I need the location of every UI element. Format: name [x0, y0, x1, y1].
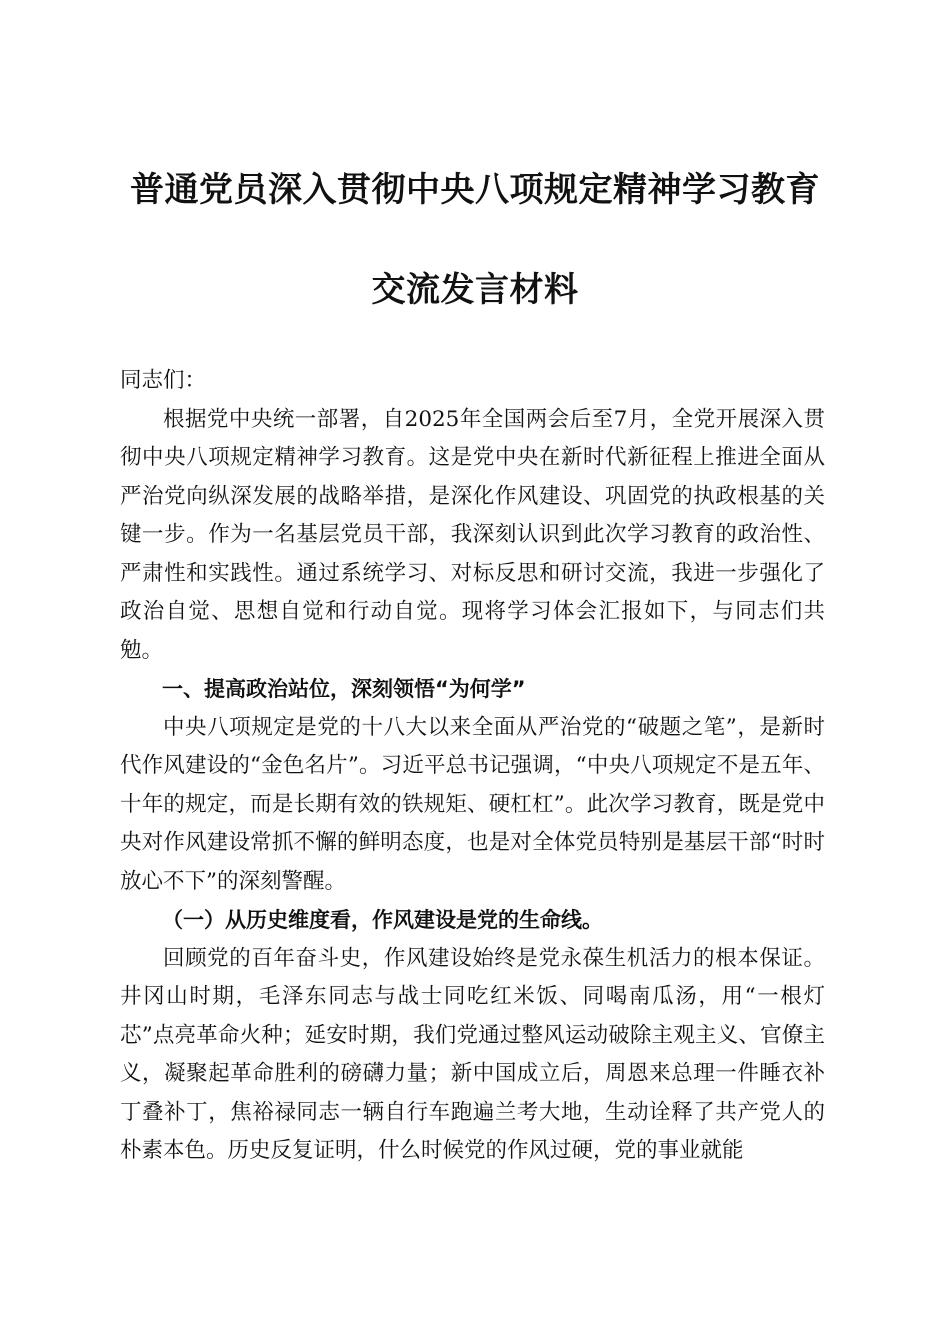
document-title-line-2: 交流发言材料 — [371, 270, 579, 310]
section-1-paragraph: 中央八项规定是党的十八大以来全面从严治党的“破题之笔”，是新时代作风建设的“金色名片”。习近平总书记强调，“中央八项规定不是五年、十年的规定，而是长期有效的铁规矩、硬杠杠”。此次学习教育，既是党中央对作风建设常抓不懈的鲜明态度，也是对全体党员特别是基层干部“时时放心不下”的深刻警醒。 — [120, 714, 825, 894]
document-body — [120, 362, 825, 1171]
salutation: 同志们： — [120, 368, 207, 393]
intro-paragraph: 根据党中央统一部署，自2025年全国两会后至7月，全党开展深入贯彻中央八项规定精神学习教育。这是党中央在新时代新征程上推进全面从严治党向纵深发展的战略举措，是深化作风建设、巩固党的执政根基的关键一步。作为一名基层党员干部，我深刻认识到此次学习教育的政治性、严肃性和实践性。通过系统学习、对标反思和研讨交流，我进一步强化了政治自觉、思想自觉和行动自觉。现将学习体会汇报如下，与同志们共勉。 — [120, 406, 825, 663]
document-title-line-1: 普通党员深入贯彻中央八项规定精神学习教育 — [130, 170, 820, 210]
subsection-heading-1: （一）从历史维度看，作风建设是党的生命线。 — [162, 908, 603, 932]
subsection-1-paragraph: 回顾党的百年奋斗史，作风建设始终是党永葆生机活力的根本保证。井冈山时期，毛泽东同志与战士同吃红米饭、同喝南瓜汤，用“一根灯芯”点亮革命火种；延安时期，我们党通过整风运动破除主观主义、官僚主义，凝聚起革命胜利的磅礴力量；新中国成立后，周恩来总理一件睡衣补丁叠补丁，焦裕禄同志一辆自行车跑遍兰考大地，生动诠释了共产党人的朴素本色。历史反复证明，什么时候党的作风过硬，党的事业就能 — [120, 945, 825, 1163]
section-heading-1: 一、提高政治站位，深刻领悟“为何学” — [162, 677, 526, 701]
